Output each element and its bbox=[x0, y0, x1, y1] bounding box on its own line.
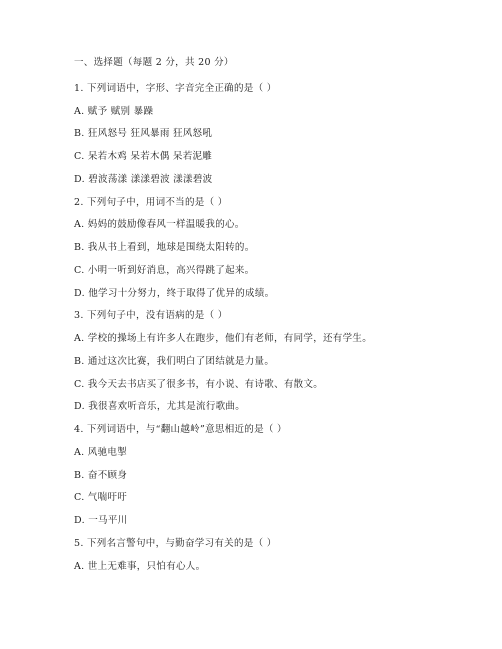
question-5-stem: 5. 下列名言警句中，与勤奋学习有关的是（ ） bbox=[74, 538, 277, 549]
question-2-stem: 2. 下列句子中，用词不当的是（ ） bbox=[74, 197, 228, 208]
question-1-option-d: D. 碧波荡漾 漾漾碧波 漾漾碧波 bbox=[74, 174, 213, 185]
question-2-option-a: A. 妈妈的鼓励像春风一样温暖我的心。 bbox=[74, 219, 245, 230]
question-4-option-c: C. 气喘吁吁 bbox=[74, 492, 128, 503]
question-3-option-b: B. 通过这次比赛，我们明白了团结就是力量。 bbox=[74, 356, 275, 367]
question-4-stem: 4. 下列词语中，与“翻山越岭”意思相近的是（ ） bbox=[74, 424, 287, 435]
section-title: 一、选择题（每题 2 分，共 20 分） bbox=[74, 57, 234, 68]
question-1-stem: 1. 下列词语中，字形、字音完全正确的是（ ） bbox=[74, 83, 277, 94]
question-2-option-b: B. 我从书上看到，地球是围绕太阳转的。 bbox=[74, 242, 255, 253]
question-4-option-a: A. 风驰电掣 bbox=[74, 447, 128, 458]
question-3-option-a: A. 学校的操场上有许多人在跑步，他们有老师，有同学，还有学生。 bbox=[74, 333, 373, 344]
question-2-option-d: D. 他学习十分努力，终于取得了优异的成绩。 bbox=[74, 288, 275, 299]
question-5-option-a: A. 世上无难事，只怕有心人。 bbox=[74, 561, 206, 572]
question-3-option-c: C. 我今天去书店买了很多书，有小说、有诗歌、有散文。 bbox=[74, 379, 324, 390]
question-1-option-a: A. 赋予 赋别 暴躁 bbox=[74, 106, 154, 117]
question-4-option-d: D. 一马平川 bbox=[74, 515, 128, 526]
question-3-stem: 3. 下列句子中，没有语病的是（ ） bbox=[74, 310, 228, 321]
question-2-option-c: C. 小明一听到好消息，高兴得跳了起来。 bbox=[74, 265, 255, 276]
question-1-option-c: C. 呆若木鸡 呆若木偶 呆若泥雕 bbox=[74, 151, 213, 162]
question-4-option-b: B. 奋不顾身 bbox=[74, 470, 128, 481]
question-1-option-b: B. 狂风怒号 狂风暴雨 狂风怒吼 bbox=[74, 128, 213, 139]
question-3-option-d: D. 我很喜欢听音乐，尤其是流行歌曲。 bbox=[74, 401, 246, 412]
